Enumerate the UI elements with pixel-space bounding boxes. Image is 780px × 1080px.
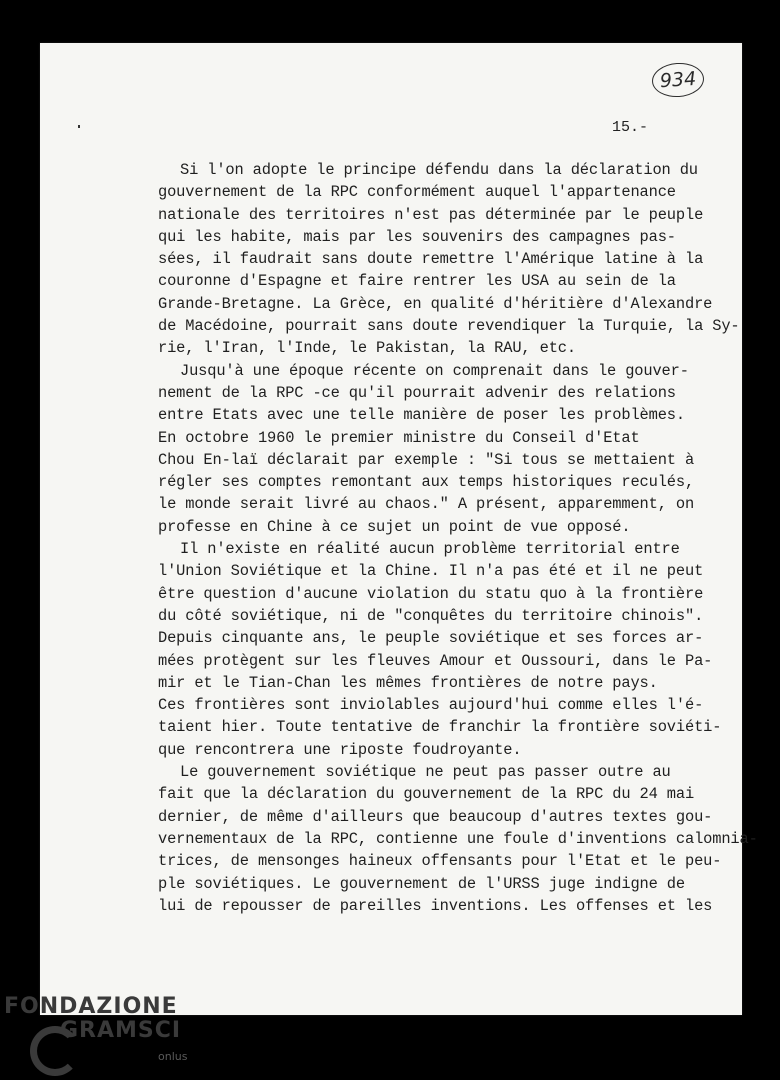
text-line: Depuis cinquante ans, le peuple soviétique et ses forces ar- [158, 629, 704, 648]
text-line: entre Etats avec une telle manière de poser les problèmes. [158, 406, 685, 425]
text-line: dernier, de même d'ailleurs que beaucoup d'autres textes gou- [158, 807, 713, 826]
text-line: taient hier. Toute tentative de franchir la frontière soviéti- [158, 718, 722, 737]
text-line: Ces frontières sont inviolables aujourd'hui comme elles l'é- [158, 696, 704, 715]
archive-number-stamp: 934 [651, 61, 705, 99]
text-line: Le gouvernement soviétique ne peut pas passer outre au [180, 763, 671, 782]
margin-mark [78, 125, 80, 128]
text-line: fait que la déclaration du gouvernement de la RPC du 24 mai [158, 785, 695, 804]
text-line: En octobre 1960 le premier ministre du Conseil d'Etat [158, 428, 640, 447]
text-line: l'Union Soviétique et la Chine. Il n'a pas été et il ne peut [158, 562, 704, 581]
text-line: vernementaux de la RPC, contienne une foule d'inventions calomnia- [158, 829, 758, 848]
text-line: que rencontrera une riposte foudroyante. [158, 740, 522, 759]
text-line: professe en Chine à ce sujet un point de vue opposé. [158, 517, 631, 536]
text-line: couronne d'Espagne et faire rentrer les USA au sein de la [158, 272, 676, 291]
watermark-line2: GRAMSCI [60, 1018, 182, 1043]
text-line: Chou En-laï déclarait par exemple : "Si tous se mettaient à [158, 450, 695, 469]
text-line: Grande-Bretagne. La Grèce, en qualité d'héritière d'Alexandre [158, 294, 713, 313]
text-line: du côté soviétique, ni de "conquêtes du territoire chinois". [158, 606, 704, 625]
body-text [158, 159, 758, 917]
text-line: ple soviétiques. Le gouvernement de l'URSS juge indigne de [158, 874, 685, 893]
text-line: régler ses comptes remontant aux temps historiques reculés, [158, 473, 695, 492]
text-line: nationale des territoires n'est pas déterminée par le peuple [158, 205, 704, 224]
text-line: nement de la RPC -ce qu'il pourrait advenir des relations [158, 383, 676, 402]
text-line: mir et le Tian-Chan les mêmes frontières de notre pays. [158, 673, 658, 692]
text-line: Il n'existe en réalité aucun problème territorial entre [180, 540, 680, 559]
page-number: 15.- [612, 119, 649, 136]
text-line: Si l'on adopte le principe défendu dans la déclaration du [180, 161, 698, 179]
text-line: sées, il faudrait sans doute remettre l'Amérique latine à la [158, 250, 704, 269]
watermark-line1: FONDAZIONE [4, 994, 178, 1019]
watermark-suffix: onlus [158, 1050, 188, 1063]
fondazione-gramsci-watermark [0, 992, 200, 1080]
text-line: lui de repousser de pareilles inventions. Les offenses et les [158, 896, 713, 915]
document-page [40, 43, 758, 1015]
text-line: qui les habite, mais par les souvenirs des campagnes pas- [158, 227, 676, 246]
text-line: rie, l'Iran, l'Inde, le Pakistan, la RAU, etc. [158, 339, 576, 358]
text-line: être question d'aucune violation du statu quo à la frontière [158, 584, 704, 603]
text-line: trices, de mensonges haineux offensants pour l'Etat et le peu- [158, 852, 722, 871]
text-line: de Macédoine, pourrait sans doute revendiquer la Turquie, la Sy- [158, 317, 740, 336]
text-line: le monde serait livré au chaos." A présent, apparemment, on [158, 495, 695, 514]
text-line: Jusqu'à une époque récente on comprenait dans le gouver- [180, 361, 689, 380]
text-line: gouvernement de la RPC conformément auquel l'appartenance [158, 183, 676, 202]
text-line: mées protègent sur les fleuves Amour et Oussouri, dans le Pa- [158, 651, 713, 670]
